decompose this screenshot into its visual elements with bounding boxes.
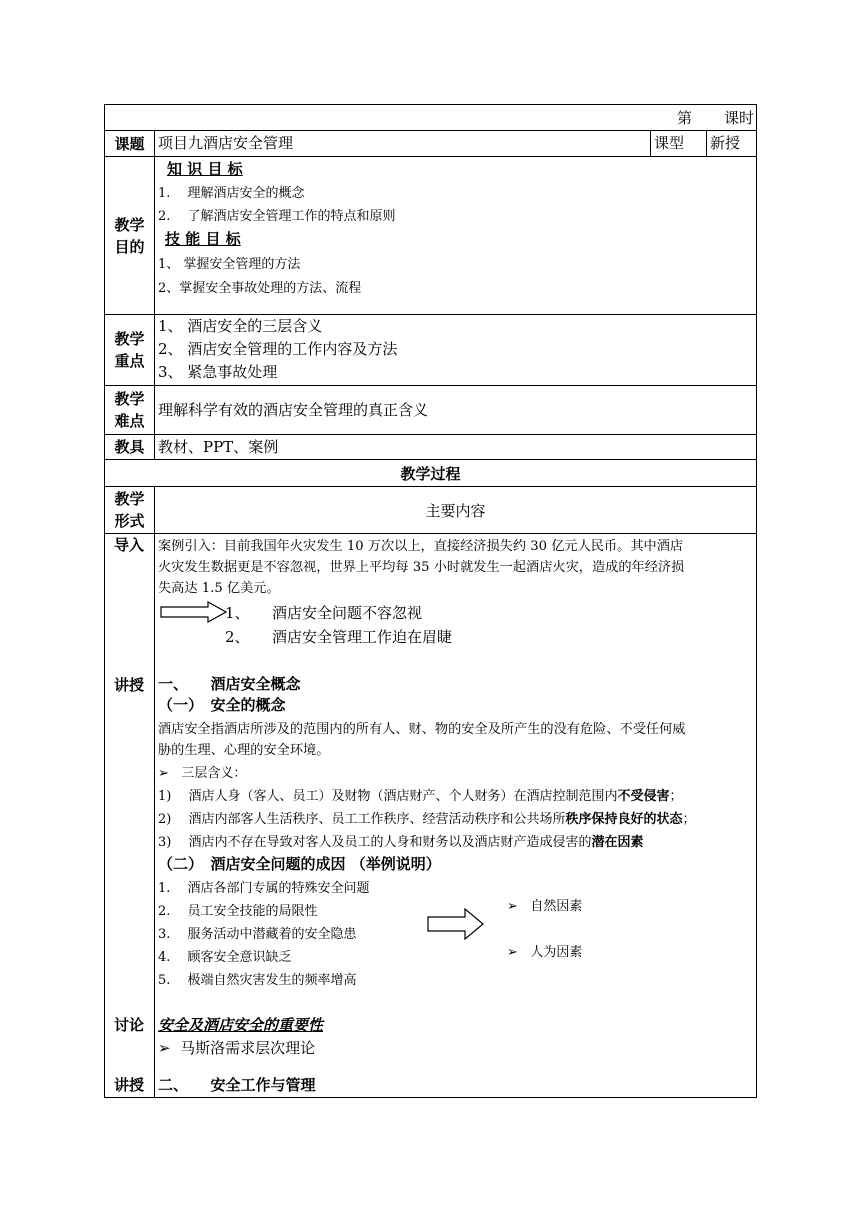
body-row [105,534,757,1098]
meaning-1: 1) 酒店人身（客人、员工）及财物（酒店财产、个人财务）在酒店控制范围内不受侵害； [158,789,683,804]
type-label: 课型 [651,131,707,157]
difficulty-label: 教学 难点 [105,386,155,435]
bullet-arrow-icon: ➢ [507,899,518,914]
cause-1: 1. 酒店各部门专属的特殊安全问题 [158,881,370,896]
sec2-title: 二、 安全工作与管理 [158,1076,316,1094]
intro-point-2: 2、 酒店安全管理工作迫在眉睫 [225,628,453,646]
process-title: 教学过程 [105,460,757,487]
intro-text-1: 案例引入：目前我国年火灾发生 10 万次以上，直接经济损失约 30 亿元人民币。其中酒店 [158,539,684,554]
form-value: 主要内容 [155,487,757,534]
key-points-label: 教学 重点 [105,315,155,386]
tools-label: 教具 [105,435,155,460]
header-row [105,105,757,131]
bullet-arrow-icon: ➢ [507,945,518,960]
arrow-right-icon [160,601,228,623]
intro-text-2: 火灾发生数据更是不容忽视，世界上平均每 35 小时就发生一起酒店火灾，造成的年经济损 [158,560,685,575]
intro-text-3: 失高达 1.5 亿美元。 [158,581,280,596]
type-value: 新授 [707,131,757,157]
factor-2: ➢ 人为因素 [507,945,583,960]
objectives-row [105,157,757,315]
meaning-3: 3) 酒店内不存在导致对客人及员工的人身和财务以及酒店财产造成侵害的潜在因素 [158,835,644,850]
key-points-row [105,315,757,386]
factor-1: ➢ 自然因素 [507,899,583,914]
lesson-table [104,104,757,1098]
knowledge-item-1: 1. 理解酒店安全的概念 [158,186,305,201]
three-meanings: ➢ 三层含义： [158,766,247,781]
bullet-arrow-icon: ➢ [158,1039,171,1057]
objectives-content [155,157,757,315]
cause-3: 3. 服务活动中潜藏着的安全隐患 [158,927,357,942]
objectives-label: 教学 目的 [105,157,155,315]
knowledge-title: 知 识 目 标 [167,160,243,178]
cause-2: 2. 员工安全技能的局限性 [158,904,318,919]
topic-label: 课题 [105,131,155,157]
lecture2-label: 讲授 [113,1076,144,1094]
form-row [105,487,757,534]
header-keshi: 课时 [723,109,754,127]
process-title-row [105,460,757,487]
topic-row [105,131,757,157]
sec1-sub1: （一） 安全的概念 [158,696,286,714]
arrow-right-icon [427,908,485,940]
header-di: 第 [676,109,692,127]
body-content [155,534,757,1098]
sec1-title: 一、 酒店安全概念 [158,675,301,693]
skill-title: 技 能 目 标 [165,230,241,248]
knowledge-item-2: 2. 了解酒店安全管理工作的特点和原则 [158,209,396,224]
bullet-arrow-icon: ➢ [158,766,169,781]
cause-4: 4. 顾客安全意识缺乏 [158,950,292,965]
difficulty-value: 理解科学有效的酒店安全管理的真正含义 [155,386,757,435]
discuss-label: 讨论 [113,1016,144,1034]
key-points-content [155,315,757,386]
skill-item-1: 1、 掌握安全管理的方法 [158,257,301,272]
lesson-plan [104,104,756,1098]
body-labels [105,534,155,1098]
meaning-2: 2) 酒店内部客人生活秩序、员工工作秩序、经营活动秩序和公共场所秩序保持良好的状态； [158,812,696,827]
difficulty-row [105,386,757,435]
discuss-item: ➢ 马斯洛需求层次理论 [158,1039,316,1057]
sec1-sub2: （二） 酒店安全问题的成因 （举例说明） [158,855,441,873]
form-label: 教学 形式 [105,487,155,534]
key-point-1: 1、 酒店安全的三层含义 [158,317,323,335]
intro-point-1: 1、 酒店安全问题不容忽视 [225,604,423,622]
key-point-3: 3、 紧急事故处理 [158,363,278,381]
cause-5: 5. 极端自然灾害发生的频率增高 [158,973,357,988]
sec1-def-2: 胁的生理、心理的安全环境。 [158,743,330,758]
lecture-label: 讲授 [113,676,144,694]
discuss-title: 安全及酒店安全的重要性 [158,1016,324,1034]
topic-value: 项目九酒店安全管理 [155,131,651,157]
key-point-2: 2、 酒店安全管理的工作内容及方法 [158,340,398,358]
tools-value: 教材、PPT、案例 [155,435,757,460]
tools-row [105,435,757,460]
sec1-def-1: 酒店安全指酒店所涉及的范围内的所有人、财、物的安全及所产生的没有危险、不受任何威 [158,722,686,737]
intro-label: 导入 [113,536,144,554]
skill-item-2: 2、掌握安全事故处理的方法、流程 [158,281,362,296]
